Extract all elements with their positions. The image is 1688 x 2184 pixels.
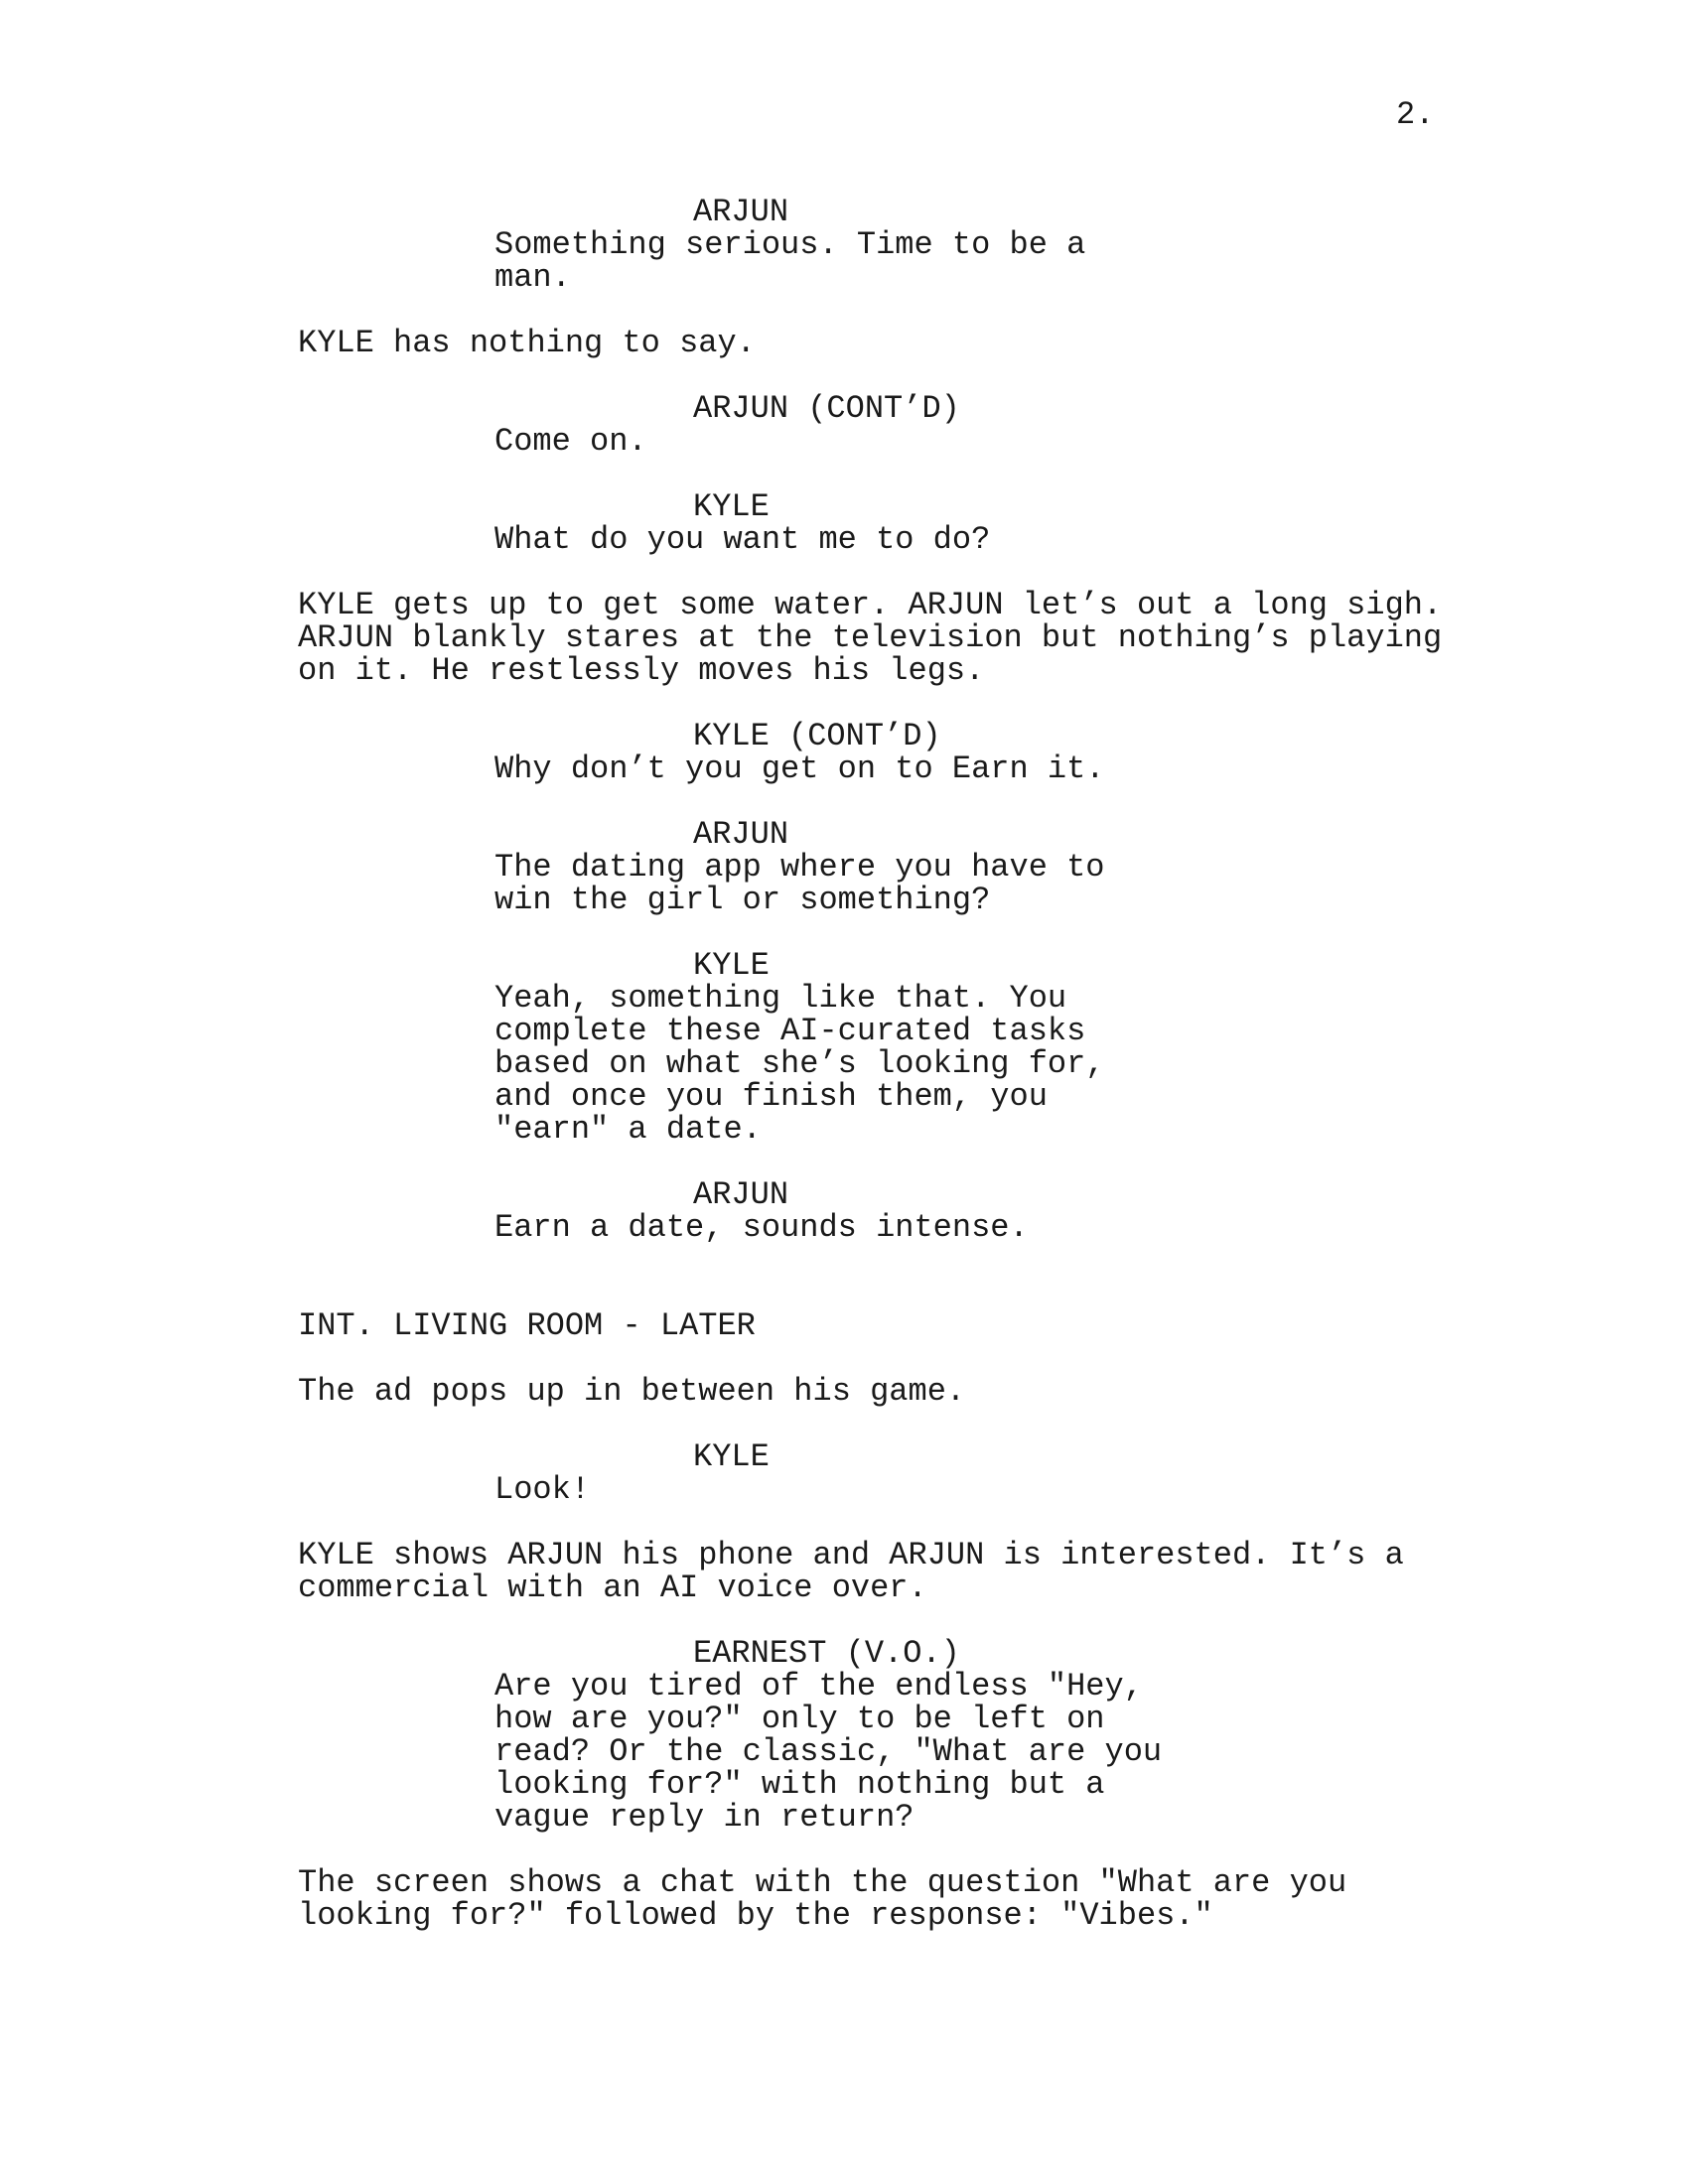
dialogue-line: and once you finish them, you (494, 1078, 1048, 1115)
character-name: ARJUN (CONT’D) (693, 390, 960, 427)
dialogue-line: how are you?" only to be left on (494, 1701, 1105, 1737)
dialogue-line: "earn" a date. (494, 1111, 762, 1148)
character-name: EARNEST (V.O.) (693, 1635, 960, 1672)
dialogue-line: read? Or the classic, "What are you (494, 1733, 1163, 1770)
dialogue-line: vague reply in return? (494, 1799, 914, 1836)
dialogue-line: win the girl or something? (494, 882, 991, 918)
character-name: KYLE (693, 947, 770, 984)
dialogue-line: Yeah, something like that. You (494, 980, 1067, 1017)
action-line: The screen shows a chat with the question "What are you (298, 1864, 1347, 1901)
dialogue-line: The dating app where you have to (494, 849, 1105, 886)
dialogue-line: based on what she’s looking for, (494, 1045, 1105, 1082)
dialogue-line: looking for?" with nothing but a (494, 1766, 1105, 1803)
dialogue-line: Earn a date, sounds intense. (494, 1209, 1029, 1246)
character-name: ARJUN (693, 194, 789, 230)
dialogue-line: man. (494, 259, 571, 296)
character-name: ARJUN (693, 1176, 789, 1213)
scene-heading: INT. LIVING ROOM - LATER (298, 1307, 756, 1344)
action-line: KYLE shows ARJUN his phone and ARJUN is interested. It’s a (298, 1537, 1404, 1573)
action-line: ARJUN blankly stares at the television but nothing’s playing (298, 619, 1443, 656)
action-line: KYLE has nothing to say. (298, 325, 756, 361)
action-line: looking for?" followed by the response: "Vibes." (298, 1897, 1213, 1934)
dialogue-line: What do you want me to do? (494, 521, 991, 558)
dialogue-line: Something serious. Time to be a (494, 226, 1086, 263)
action-line: The ad pops up in between his game. (298, 1373, 966, 1410)
page-number: 2. (1396, 96, 1435, 133)
dialogue-line: complete these AI-curated tasks (494, 1013, 1086, 1049)
character-name: ARJUN (693, 816, 789, 853)
dialogue-line: Are you tired of the endless "Hey, (494, 1668, 1143, 1705)
action-line: commercial with an AI voice over. (298, 1570, 927, 1606)
character-name: KYLE (693, 1438, 770, 1475)
dialogue-line: Why don’t you get on to Earn it. (494, 751, 1105, 787)
dialogue-line: Come on. (494, 423, 647, 460)
action-line: KYLE gets up to get some water. ARJUN let’s out a long sigh. (298, 587, 1443, 623)
character-name: KYLE (CONT’D) (693, 718, 941, 754)
dialogue-line: Look! (494, 1471, 591, 1508)
character-name: KYLE (693, 488, 770, 525)
action-line: on it. He restlessly moves his legs. (298, 652, 985, 689)
